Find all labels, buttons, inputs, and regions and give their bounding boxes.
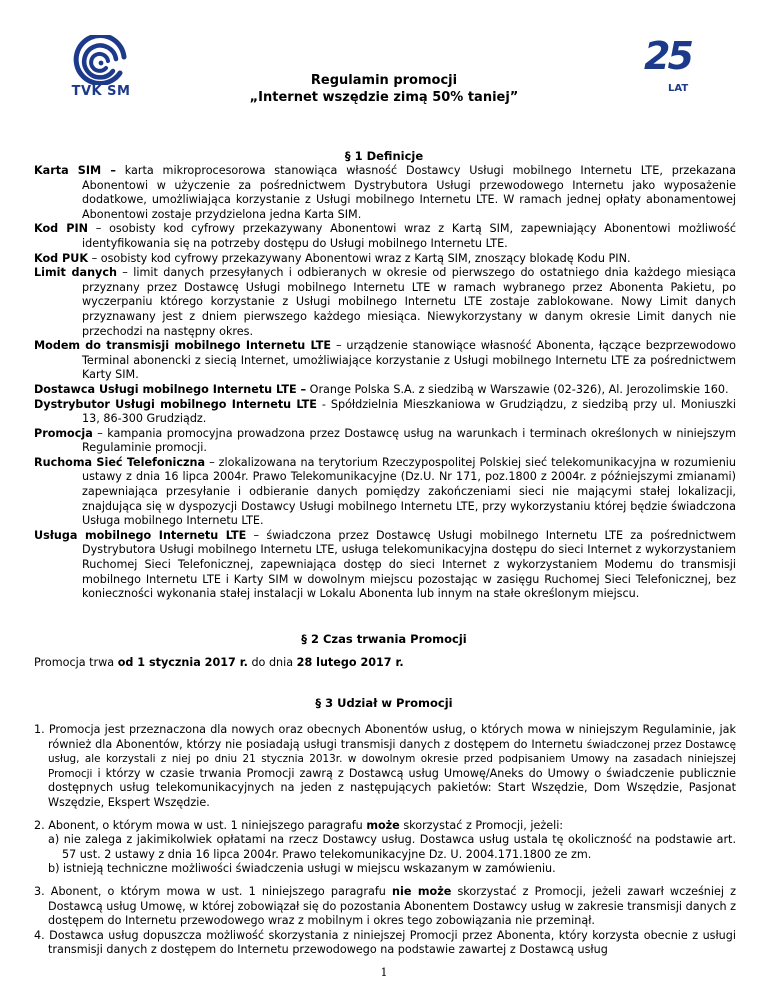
tvk-sm-logo-text: TVK SM [71, 84, 131, 99]
definition-term: Dystrybutor Usługi mobilnego Internetu LTE [34, 397, 317, 411]
definition-item [34, 427, 736, 456]
item-3-prefix: 3. Abonent, o którym mowa w ust. 1 niniejszego paragrafu [34, 884, 393, 898]
definition-item [34, 456, 736, 529]
definition-text: – zlokalizowana na terytorium Rzeczypospolitej Polskiej sieć telekomunikacyjna w rozumieniu ustawy z dnia 16 lipca 2004r. Prawo Telekomunikacyjne (Dz.U. Nr 171, poz.1800 z 2004r. z późniejszymi zmianami) zapewniająca przesyłanie i odbieranie danych pomiędzy zakończeniami sieci nie mającymi stałej lokalizacji, znajdująca się w dyspozycji Dostawcy Usługi mobilnego Internetu LTE, przy wykorzystaniu której będzie świadczona Usługa mobilnego Internetu LTE. [82, 455, 737, 528]
list-item [34, 723, 736, 811]
definition-term: Kod PUK [34, 251, 89, 265]
definition-text: – osobisty kod cyfrowy przekazywany Abonentowi wraz z Kartą SIM, zapewniający Abonentowi możliwość identyfikowania się na potrzeby dostępu do Usługi mobilnego Internetu LTE. [82, 222, 736, 250]
item-1-text-small: świadczonej przez Dostawcę usług, ale korzystali z niej po dniu 21 stycznia 2013r. w dowolnym okresie przed podpisaniem Umowy na zasadach niniejszej Promocji [48, 738, 736, 780]
period-start: od 1 stycznia 2017 r. [117, 656, 248, 669]
definition-term: Limit danych [34, 266, 117, 280]
sub-item-b: b) istnieją techniczne możliwości świadczenia usługi w miejscu wskazanym w zamówieniu. [48, 862, 556, 876]
anniversary-label: LAT [668, 83, 689, 94]
definition-item [34, 266, 736, 339]
item-2-bold: może [366, 818, 400, 832]
definition-term: Kod PIN [34, 222, 88, 236]
definition-text: – limit danych przesyłanych i odbieranych w okresie od pierwszego do ostatniego dnia każdego miesiąca przyznany przez Dostawcę Usługi mobilnego Internetu LTE w ramach wybranego przez Abonenta Pakietu, po wyczerpaniu którego korzystanie z Usługi mobilnego Internetu LTE zostaje zablokowane. Nowy Limit danych przyznawany jest z dniem pierwszego każdego miesiąca. Niewykorzystany w danym okresie Limit danych nie przechodzi na następny okres. [82, 266, 737, 338]
item-1-text-b: i którzy w czasie trwania Promocji zawrą z Dostawcą usług Umowę/Aneks do Umowy o świadczenie publicznie dostępnych usług telekomunikacyjnych na jeden z następujących pakietów: Start Wszędzie, Dom Wszędzie, Pasjonat Wszędzie, Ekspert Wszędzie. [48, 766, 736, 809]
definition-term: Dostawca Usługi mobilnego Internetu LTE – [34, 382, 307, 396]
definition-item [34, 339, 736, 383]
promotion-period [34, 656, 736, 671]
anniversary-number: 25 [644, 34, 691, 78]
definition-text: - Spółdzielnia Mieszkaniowa w Grudziądzu, z siedzibą przy ul. Moniuszki 13, 86-300 Grudziądz. [82, 397, 737, 426]
definition-item [34, 222, 736, 251]
document-title [0, 72, 768, 106]
item-3-suffix: skorzystać z Promocji, jeżeli zawarł wcześniej z Dostawcą usług Umowę, w której zobowiązał się do pozostania Abonentem Dostawcy usług w zakresie transmisji danych z dostępem do Internetu przewodowego wraz z mobilnym i okres tego zobowiązania nie przeminął. [48, 884, 736, 928]
definition-item [34, 383, 736, 398]
period-middle: do dnia [247, 656, 297, 669]
item-2-suffix: skorzystać z Promocji, jeżeli: [399, 818, 564, 832]
definition-item [34, 164, 736, 222]
definition-item [34, 252, 736, 267]
item-1-text-a: 1. Promocja jest przeznaczona dla nowych oraz obecnych Abonentów usług, o których mowa w niniejszym Regulaminie, jak również dla Abonentów, którzy nie posiadają usługi transmisji danych z dostępem do Internetu [34, 723, 736, 751]
definition-term: Promocja [34, 426, 93, 440]
period-end: 28 lutego 2017 r. [296, 656, 404, 669]
item-3-bold: nie może [392, 884, 452, 898]
definition-text: – kampania promocyjna prowadzona przez Dostawcę usług na warunkach i terminach określonych w niniejszym Regulaminie promocji. [82, 426, 736, 455]
period-prefix: Promocja trwa [34, 656, 118, 669]
definition-text: – urządzenie stanowiące własność Abonenta, łączące bezprzewodowo Terminal abonencki z siecią Internet, umożliwiające korzystanie z Usługi mobilnego Internetu LTE za pośrednictwem Karty SIM. [82, 339, 736, 382]
list-item: 4. Dostawca usług dopuszcza możliwość skorzystania z niniejszej Promocji przez Abonenta, który korzysta obecnie z usługi transmisji danych z dostępem do Internetu przewodowego na podstawie zawartej z Dostawcą usług [34, 928, 736, 957]
list-item [34, 885, 736, 929]
section-3-heading: § 3 Udział w Promocji [315, 696, 453, 710]
section-2-heading: § 2 Czas trwania Promocji [301, 632, 467, 646]
definition-text: Orange Polska S.A. z siedzibą w Warszawie (02-326), Al. Jerozolimskie 160. [306, 382, 729, 396]
definition-text: karta mikroprocesorowa stanowiąca własność Dostawcy Usługi mobilnego Internetu LTE, przekazana Abonentowi w użyczenie za pośrednictwem Dystrybutora Usługi przewodowego Internetu jako wyposażenie dodatkowe, umożliwiająca korzystanie z Usługi mobilnego Internetu LTE. W ramach jednej opłaty abonamentowej Abonentowi zostaje przydzielona jedna Karta SIM. [82, 164, 736, 221]
definition-item [34, 398, 736, 427]
sub-item-a: a) nie zalega z jakimikolwiek opłatami na rzecz Dostawcy usług. Dostawca usług ustala tę okoliczność na podstawie art. 57 ust. 2 ustawy z dnia 16 lipca 2004r. Prawo telekomunikacyjne Dz. U. 2004.171.1800 ze zm. [48, 833, 736, 861]
definition-term: Modem do transmisji mobilnego Internetu LTE [34, 339, 332, 353]
definition-term: Ruchoma Sieć Telefoniczna [34, 455, 206, 469]
definition-text: – osobisty kod cyfrowy przekazywany Abonentowi wraz z Kartą SIM, znoszący blokadę Kodu PIN. [88, 251, 631, 265]
list-item [34, 819, 736, 834]
title-line-2: „Internet wszędzie zimą 50% taniej” [249, 90, 519, 105]
participation-list [34, 723, 736, 958]
definitions-list [34, 164, 736, 602]
item-2-prefix: 2. Abonent, o którym mowa w ust. 1 niniejszego paragrafu [34, 818, 367, 832]
definition-term: Usługa mobilnego Internetu LTE [34, 528, 247, 542]
definition-item [34, 529, 736, 602]
definition-term: Karta SIM – [34, 164, 116, 177]
page-number: 1 [380, 966, 388, 979]
definition-text: – świadczona przez Dostawcę Usługi mobilnego Internetu LTE za pośrednictwem Dystrybutora Usługi mobilnego Internetu LTE, usługa telekomunikacyjna dostępu do sieci Internet z wykorzystaniem Ruchomej Sieci Telefonicznej, zapewniająca dostęp do sieci Internet z wykorzystaniem Modemu do transmisji mobilnego Internetu LTE i Karty SIM w dowolnym miejscu pozostając w zasięgu Ruchomej Sieci Telefonicznej, bez konieczności wykonania stałej instalacji w Lokalu Abonenta lub innym na stałe określonym miejscu. [82, 528, 736, 601]
section-1-heading: § 1 Definicje [344, 149, 424, 163]
title-line-1: Regulamin promocji [310, 73, 458, 88]
